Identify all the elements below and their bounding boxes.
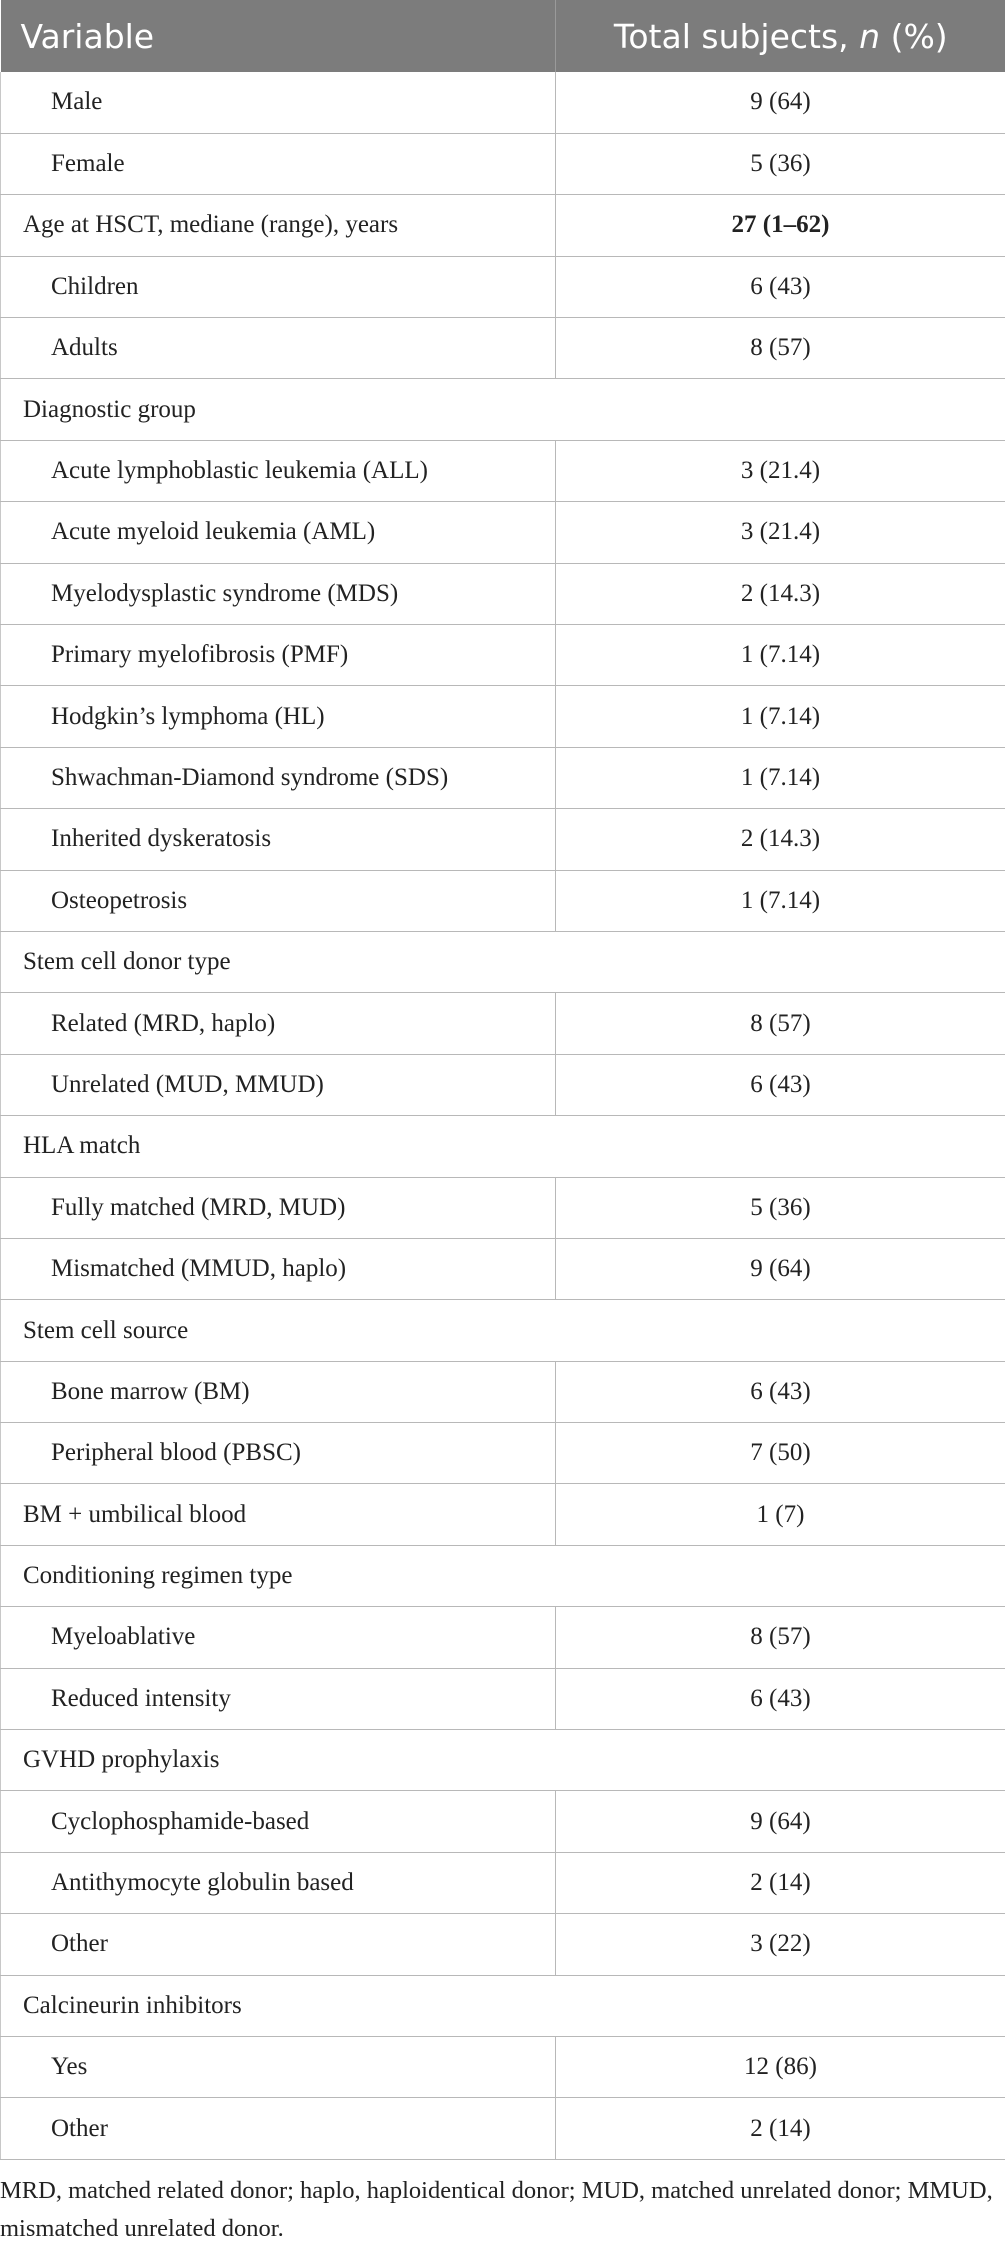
table-row bbox=[1, 809, 1005, 870]
row-label: Peripheral blood (PBSC) bbox=[1, 1423, 556, 1484]
row-value: 8 (57) bbox=[556, 993, 1005, 1054]
row-label: Children bbox=[1, 256, 556, 317]
row-value bbox=[556, 1300, 1005, 1361]
row-value bbox=[556, 1116, 1005, 1177]
table-row bbox=[1, 440, 1005, 501]
table-row bbox=[1, 256, 1005, 317]
table-group-row bbox=[1, 1116, 1005, 1177]
table-row bbox=[1, 870, 1005, 931]
table-row bbox=[1, 1914, 1005, 1975]
row-label: Adults bbox=[1, 318, 556, 379]
table-row bbox=[1, 318, 1005, 379]
row-label: Hodgkin’s lymphoma (HL) bbox=[1, 686, 556, 747]
row-label: Related (MRD, haplo) bbox=[1, 993, 556, 1054]
table-row bbox=[1, 2098, 1005, 2159]
row-label: Acute myeloid leukemia (AML) bbox=[1, 502, 556, 563]
table-body bbox=[1, 72, 1005, 2159]
group-label: Stem cell donor type bbox=[1, 931, 556, 992]
group-label: Stem cell source bbox=[1, 1300, 556, 1361]
table-row bbox=[1, 686, 1005, 747]
table-group-row bbox=[1, 1545, 1005, 1606]
row-value: 5 (36) bbox=[556, 1177, 1005, 1238]
row-label: Mismatched (MMUD, haplo) bbox=[1, 1238, 556, 1299]
table-row bbox=[1, 195, 1005, 256]
row-value: 12 (86) bbox=[556, 2037, 1005, 2098]
row-value bbox=[556, 1730, 1005, 1791]
table-group-row bbox=[1, 379, 1005, 440]
table-row bbox=[1, 1361, 1005, 1422]
row-value: 1 (7.14) bbox=[556, 747, 1005, 808]
row-value: 7 (50) bbox=[556, 1423, 1005, 1484]
row-label: Unrelated (MUD, MMUD) bbox=[1, 1054, 556, 1115]
row-label: Fully matched (MRD, MUD) bbox=[1, 1177, 556, 1238]
table-row bbox=[1, 2037, 1005, 2098]
table-row bbox=[1, 747, 1005, 808]
group-label: Diagnostic group bbox=[1, 379, 556, 440]
row-value bbox=[556, 379, 1005, 440]
header-total-prefix: Total subjects, bbox=[613, 16, 860, 56]
row-value: 9 (64) bbox=[556, 72, 1005, 133]
row-value: 1 (7.14) bbox=[556, 625, 1005, 686]
table-row bbox=[1, 502, 1005, 563]
table-group-row bbox=[1, 1300, 1005, 1361]
table-group-row bbox=[1, 1730, 1005, 1791]
row-value: 1 (7.14) bbox=[556, 870, 1005, 931]
row-label: Yes bbox=[1, 2037, 556, 2098]
table-row bbox=[1, 1484, 1005, 1545]
table-row bbox=[1, 625, 1005, 686]
table-row bbox=[1, 133, 1005, 194]
row-value: 8 (57) bbox=[556, 1607, 1005, 1668]
table-row bbox=[1, 1177, 1005, 1238]
row-value: 6 (43) bbox=[556, 1361, 1005, 1422]
table-row bbox=[1, 1054, 1005, 1115]
row-value: 6 (43) bbox=[556, 1054, 1005, 1115]
header-total-suffix: (%) bbox=[880, 16, 948, 56]
row-label: Age at HSCT, mediane (range), years bbox=[1, 195, 556, 256]
row-value: 3 (21.4) bbox=[556, 502, 1005, 563]
row-label: Acute lymphoblastic leukemia (ALL) bbox=[1, 440, 556, 501]
row-value: 3 (22) bbox=[556, 1914, 1005, 1975]
table-row bbox=[1, 1423, 1005, 1484]
group-label: HLA match bbox=[1, 1116, 556, 1177]
row-label: Osteopetrosis bbox=[1, 870, 556, 931]
row-value: 2 (14.3) bbox=[556, 809, 1005, 870]
row-value bbox=[556, 931, 1005, 992]
row-label: Primary myelofibrosis (PMF) bbox=[1, 625, 556, 686]
row-value bbox=[556, 1975, 1005, 2036]
header-variable: Variable bbox=[1, 0, 556, 72]
row-label: BM + umbilical blood bbox=[1, 1484, 556, 1545]
group-label: GVHD prophylaxis bbox=[1, 1730, 556, 1791]
table-row bbox=[1, 1852, 1005, 1913]
table-row bbox=[1, 72, 1005, 133]
row-value: 5 (36) bbox=[556, 133, 1005, 194]
row-label: Other bbox=[1, 1914, 556, 1975]
row-value: 9 (64) bbox=[556, 1791, 1005, 1852]
row-label: Shwachman-Diamond syndrome (SDS) bbox=[1, 747, 556, 808]
row-value: 6 (43) bbox=[556, 1668, 1005, 1729]
row-value: 2 (14) bbox=[556, 1852, 1005, 1913]
row-label: Myeloablative bbox=[1, 1607, 556, 1668]
row-value: 2 (14) bbox=[556, 2098, 1005, 2159]
table-header bbox=[1, 0, 1005, 72]
row-label: Male bbox=[1, 72, 556, 133]
row-label: Bone marrow (BM) bbox=[1, 1361, 556, 1422]
table-row bbox=[1, 1607, 1005, 1668]
row-value bbox=[556, 1545, 1005, 1606]
header-total-n: n bbox=[859, 16, 881, 56]
row-value: 2 (14.3) bbox=[556, 563, 1005, 624]
table-row bbox=[1, 1238, 1005, 1299]
row-label: Inherited dyskeratosis bbox=[1, 809, 556, 870]
row-value: 3 (21.4) bbox=[556, 440, 1005, 501]
table-row bbox=[1, 1791, 1005, 1852]
row-value: 1 (7.14) bbox=[556, 686, 1005, 747]
table-group-row bbox=[1, 931, 1005, 992]
table-row bbox=[1, 563, 1005, 624]
row-value: 6 (43) bbox=[556, 256, 1005, 317]
row-label: Other bbox=[1, 2098, 556, 2159]
row-value: 8 (57) bbox=[556, 318, 1005, 379]
group-label: Calcineurin inhibitors bbox=[1, 1975, 556, 2036]
table-footnote: MRD, matched related donor; haplo, haploidentical donor; MUD, matched unrelated donor; MMUD, mismatched unrelated donor. bbox=[0, 2177, 993, 2242]
row-value: 1 (7) bbox=[556, 1484, 1005, 1545]
row-label: Reduced intensity bbox=[1, 1668, 556, 1729]
row-label: Antithymocyte globulin based bbox=[1, 1852, 556, 1913]
header-total-subjects bbox=[556, 0, 1005, 72]
row-value: 27 (1–62) bbox=[556, 195, 1005, 256]
row-label: Female bbox=[1, 133, 556, 194]
group-label: Conditioning regimen type bbox=[1, 1545, 556, 1606]
row-value: 9 (64) bbox=[556, 1238, 1005, 1299]
row-label: Myelodysplastic syndrome (MDS) bbox=[1, 563, 556, 624]
table-row bbox=[1, 993, 1005, 1054]
table-row bbox=[1, 1668, 1005, 1729]
header-row bbox=[1, 0, 1005, 72]
table-group-row bbox=[1, 1975, 1005, 2036]
row-label: Cyclophosphamide-based bbox=[1, 1791, 556, 1852]
